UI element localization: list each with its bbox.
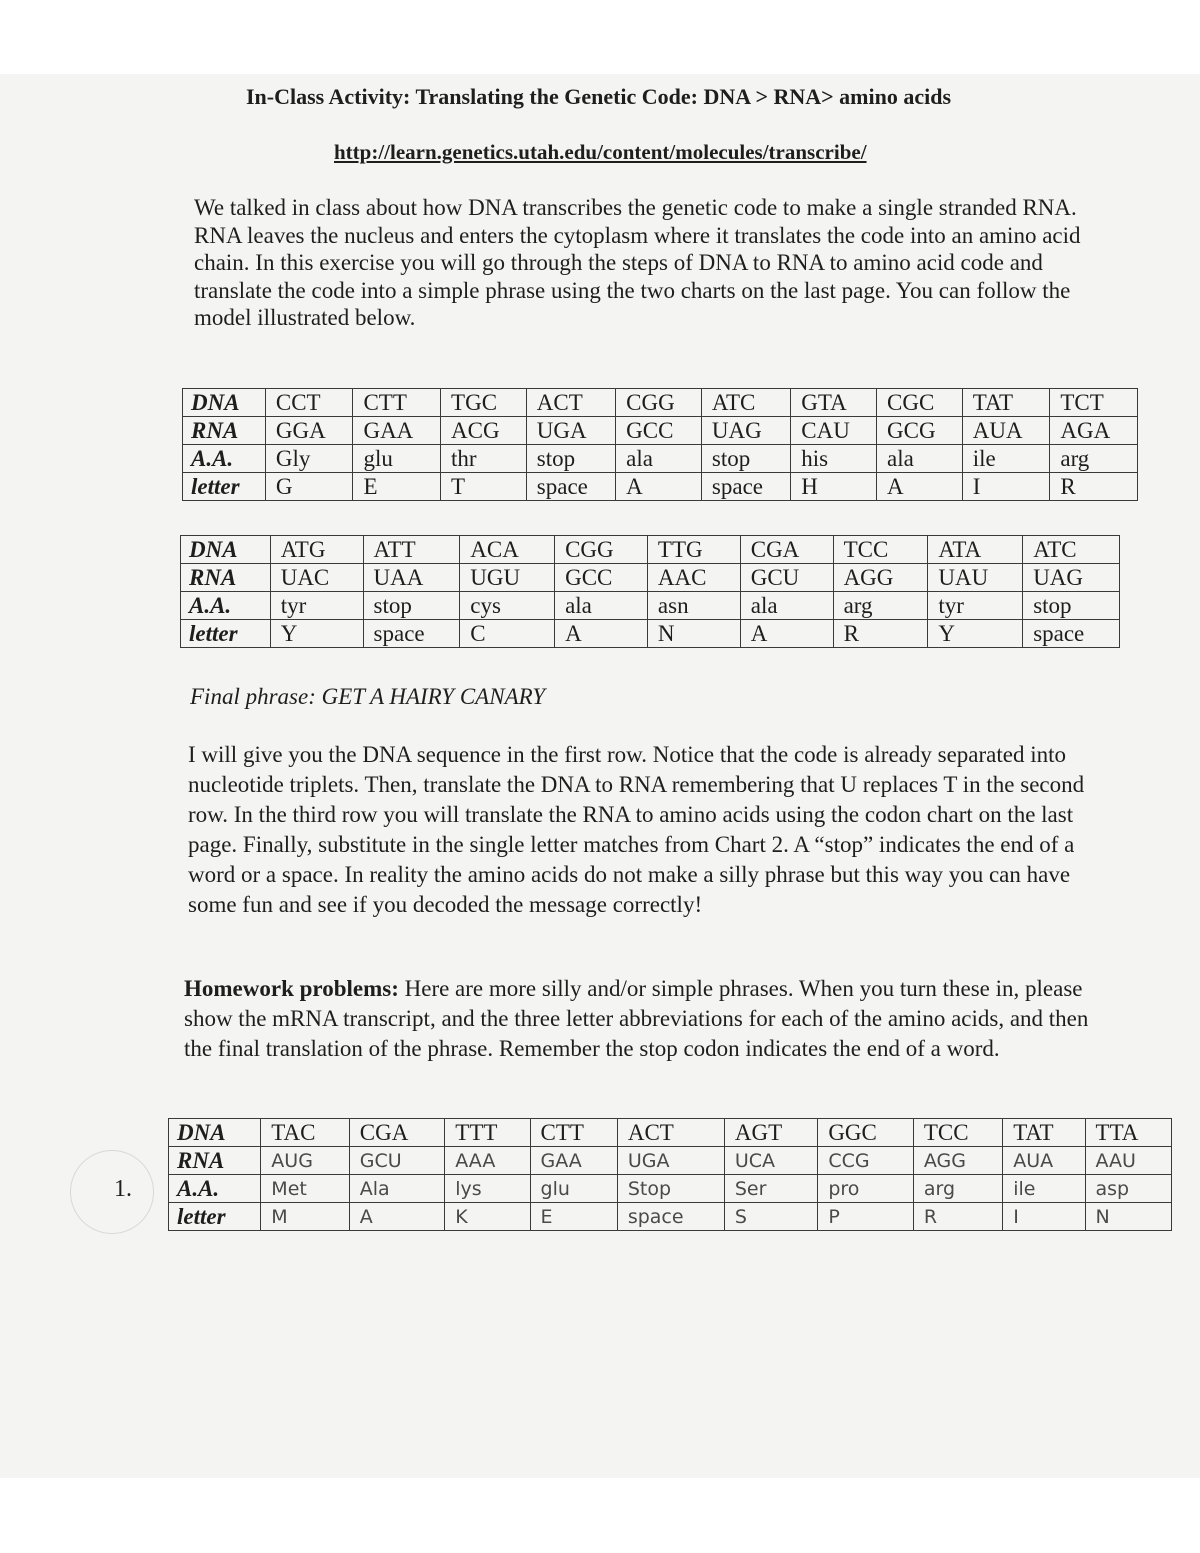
rna-cell: UAG [701, 417, 790, 445]
row-rna [181, 564, 1120, 592]
aa-cell: stop [701, 445, 790, 473]
rna-cell: GCU [740, 564, 833, 592]
problem-table-1 [168, 1118, 1172, 1231]
aa-cell: ala [555, 592, 648, 620]
problem-number: 1. [114, 1176, 132, 1202]
problem-number-circle [70, 1150, 154, 1234]
dna-cell: ATT [363, 536, 460, 564]
row-label-dna: DNA [169, 1119, 261, 1147]
rna-cell: ACG [441, 417, 527, 445]
aa-cell[interactable]: asp [1085, 1175, 1171, 1203]
aa-cell: tyr [928, 592, 1023, 620]
letter-cell[interactable]: S [724, 1203, 817, 1231]
letter-cell: space [701, 473, 790, 501]
letter-cell: R [1050, 473, 1138, 501]
dna-cell: TCC [913, 1119, 1002, 1147]
row-aa [169, 1175, 1172, 1203]
rna-cell: UGU [460, 564, 555, 592]
row-letter [169, 1203, 1172, 1231]
final-phrase: Final phrase: GET A HAIRY CANARY [190, 684, 546, 709]
rna-cell: GCG [877, 417, 963, 445]
letter-cell[interactable]: M [261, 1203, 349, 1231]
rna-cell[interactable]: UCA [724, 1147, 817, 1175]
letter-cell[interactable]: K [445, 1203, 530, 1231]
aa-cell[interactable]: lys [445, 1175, 530, 1203]
row-label-rna: RNA [169, 1147, 261, 1175]
rna-cell: GAA [353, 417, 441, 445]
rna-cell: UAC [270, 564, 363, 592]
dna-cell: CTT [353, 389, 441, 417]
homework-heading: Homework problems: [184, 976, 399, 1001]
dna-cell: TGC [441, 389, 527, 417]
aa-cell[interactable]: arg [913, 1175, 1002, 1203]
aa-cell: tyr [270, 592, 363, 620]
aa-cell: stop [1023, 592, 1120, 620]
rna-cell[interactable]: AGG [913, 1147, 1002, 1175]
row-label-rna: RNA [181, 564, 271, 592]
intro-paragraph: We talked in class about how DNA transcribes the genetic code to make a single stranded RNA. RNA leaves the nucleus and enters the cytoplasm where it translates the code into an amino acid chain. In this exercise you will go through the steps of DNA to RNA to amino acid code and translate the code into a simple phrase using the two charts on the last page. You can follow the model illustrated below. [194, 195, 1081, 330]
aa-cell: glu [353, 445, 441, 473]
homework-text: Here are more silly and/or simple phrases. When you turn these in, please show the mRNA transcript, and the three letter abbreviations for each of the amino acids, and then the final translation of the phrase. Remember the stop codon indicates the end of a word. [184, 976, 1089, 1061]
row-label-letter: letter [169, 1203, 261, 1231]
dna-cell: ACT [526, 389, 615, 417]
dna-cell: TAT [1003, 1119, 1085, 1147]
instructions-paragraph: I will give you the DNA sequence in the first row. Notice that the code is already separated into nucleotide triplets. Then, translate the DNA to RNA remembering that U replaces T in the second row. In the third row you will translate the RNA to amino acids using the codon chart on the last page. Finally, substitute in the single letter matches from Chart 2. A “stop” indicates the end of a word or a space. In reality the amino acids do not make a silly phrase but this way you can have some fun and see if you decoded the message correctly! [188, 742, 1085, 917]
letter-cell: space [1023, 620, 1120, 648]
rna-cell: GCC [616, 417, 702, 445]
letter-cell: G [265, 473, 353, 501]
dna-cell: CGA [740, 536, 833, 564]
letter-cell: T [441, 473, 527, 501]
aa-cell: ala [740, 592, 833, 620]
aa-cell: Gly [265, 445, 353, 473]
row-aa [183, 445, 1138, 473]
dna-cell: CCT [265, 389, 353, 417]
dna-cell: ACA [460, 536, 555, 564]
aa-cell: stop [526, 445, 615, 473]
rna-cell: AAC [647, 564, 740, 592]
aa-cell: ala [616, 445, 702, 473]
rna-cell[interactable]: AUA [1003, 1147, 1085, 1175]
dna-cell: TCT [1050, 389, 1138, 417]
aa-cell: ile [962, 445, 1050, 473]
row-label-letter: letter [183, 473, 266, 501]
reference-link[interactable]: http://learn.genetics.utah.edu/content/molecules/transcribe/ [334, 140, 867, 164]
dna-cell: ATC [1023, 536, 1120, 564]
row-label-dna: DNA [183, 389, 266, 417]
dna-cell: TTA [1085, 1119, 1171, 1147]
aa-cell: cys [460, 592, 555, 620]
dna-cell: CTT [530, 1119, 617, 1147]
letter-cell: I [962, 473, 1050, 501]
row-rna [183, 417, 1138, 445]
letter-cell: H [791, 473, 877, 501]
letter-cell[interactable]: P [818, 1203, 914, 1231]
aa-cell[interactable]: pro [818, 1175, 914, 1203]
rna-cell[interactable]: AAU [1085, 1147, 1171, 1175]
aa-cell: his [791, 445, 877, 473]
letter-cell: space [526, 473, 615, 501]
aa-cell[interactable]: Ala [349, 1175, 445, 1203]
aa-cell: stop [363, 592, 460, 620]
rna-cell: UAG [1023, 564, 1120, 592]
aa-cell: arg [833, 592, 928, 620]
row-rna [169, 1147, 1172, 1175]
dna-cell: GTA [791, 389, 877, 417]
page-title: In-Class Activity: Translating the Genetic Code: DNA > RNA> amino acids [246, 84, 952, 109]
dna-cell: CGA [349, 1119, 445, 1147]
rna-cell: UAA [363, 564, 460, 592]
dna-cell: ACT [617, 1119, 724, 1147]
row-dna [169, 1119, 1172, 1147]
rna-cell: CAU [791, 417, 877, 445]
rna-cell: AGA [1050, 417, 1138, 445]
rna-cell[interactable]: AAA [445, 1147, 530, 1175]
letter-cell: R [833, 620, 928, 648]
dna-cell: CGC [877, 389, 963, 417]
example-table-1 [182, 388, 1138, 501]
row-letter [181, 620, 1120, 648]
letter-cell[interactable]: E [530, 1203, 617, 1231]
row-dna [181, 536, 1120, 564]
aa-cell[interactable]: Stop [617, 1175, 724, 1203]
aa-cell[interactable]: Met [261, 1175, 349, 1203]
row-label-aa: A.A. [169, 1175, 261, 1203]
letter-cell: E [353, 473, 441, 501]
letter-cell: N [647, 620, 740, 648]
letter-cell[interactable]: space [617, 1203, 724, 1231]
homework-paragraph [184, 974, 1114, 1064]
dna-cell: TTG [647, 536, 740, 564]
dna-cell: TAC [261, 1119, 349, 1147]
letter-cell: Y [928, 620, 1023, 648]
row-label-dna: DNA [181, 536, 271, 564]
row-label-rna: RNA [183, 417, 266, 445]
aa-cell: arg [1050, 445, 1138, 473]
rna-cell[interactable]: GCU [349, 1147, 445, 1175]
dna-cell: TCC [833, 536, 928, 564]
letter-cell: A [616, 473, 702, 501]
rna-cell[interactable]: CCG [818, 1147, 914, 1175]
letter-cell: space [363, 620, 460, 648]
row-label-aa: A.A. [183, 445, 266, 473]
aa-cell[interactable]: glu [530, 1175, 617, 1203]
letter-cell: A [740, 620, 833, 648]
dna-cell: CGG [555, 536, 648, 564]
letter-cell: A [555, 620, 648, 648]
dna-cell: ATC [701, 389, 790, 417]
dna-cell: ATG [270, 536, 363, 564]
row-letter [183, 473, 1138, 501]
letter-cell: Y [270, 620, 363, 648]
rna-cell[interactable]: AUG [261, 1147, 349, 1175]
rna-cell: GGA [265, 417, 353, 445]
example-table-2 [180, 535, 1120, 648]
rna-cell: AUA [962, 417, 1050, 445]
rna-cell: UAU [928, 564, 1023, 592]
letter-cell[interactable]: N [1085, 1203, 1171, 1231]
aa-cell: ala [877, 445, 963, 473]
row-label-letter: letter [181, 620, 271, 648]
rna-cell[interactable]: GAA [530, 1147, 617, 1175]
letter-cell[interactable]: I [1003, 1203, 1085, 1231]
aa-cell[interactable]: Ser [724, 1175, 817, 1203]
letter-cell[interactable]: R [913, 1203, 1002, 1231]
letter-cell: C [460, 620, 555, 648]
row-aa [181, 592, 1120, 620]
dna-cell: AGT [724, 1119, 817, 1147]
aa-cell: asn [647, 592, 740, 620]
letter-cell: A [877, 473, 963, 501]
dna-cell: GGC [818, 1119, 914, 1147]
row-dna [183, 389, 1138, 417]
dna-cell: TTT [445, 1119, 530, 1147]
rna-cell: AGG [833, 564, 928, 592]
aa-cell[interactable]: ile [1003, 1175, 1085, 1203]
rna-cell[interactable]: UGA [617, 1147, 724, 1175]
aa-cell: thr [441, 445, 527, 473]
dna-cell: TAT [962, 389, 1050, 417]
rna-cell: UGA [526, 417, 615, 445]
dna-cell: CGG [616, 389, 702, 417]
rna-cell: GCC [555, 564, 648, 592]
letter-cell[interactable]: A [349, 1203, 445, 1231]
dna-cell: ATA [928, 536, 1023, 564]
row-label-aa: A.A. [181, 592, 271, 620]
